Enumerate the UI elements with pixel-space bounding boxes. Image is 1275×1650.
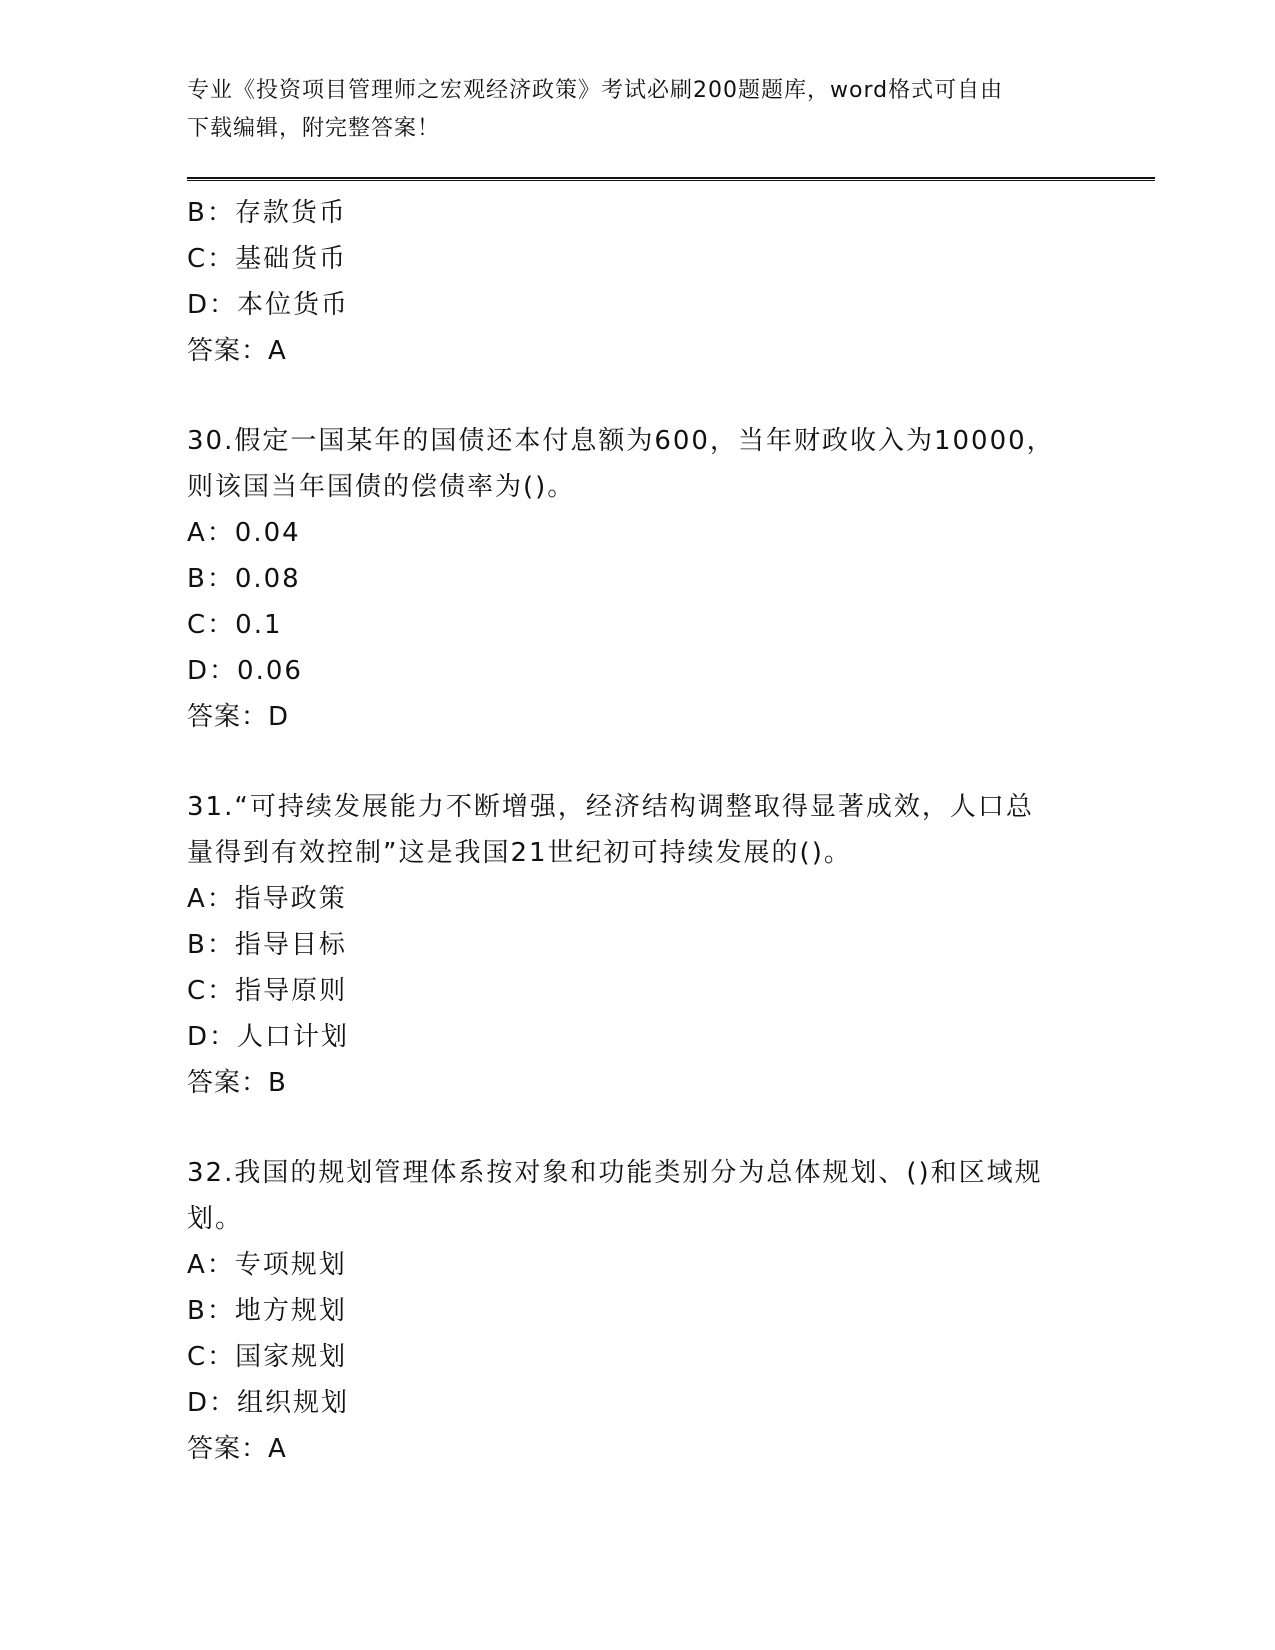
question-stem: 31.“可持续发展能力不断增强，经济结构调整取得显著成效，人口总: [187, 792, 1034, 822]
document-header: [187, 72, 1067, 148]
answer-line: 答案：A: [187, 336, 287, 366]
option-d: D：人口计划: [187, 1022, 350, 1052]
question-stem: 则该国当年国债的偿债率为()。: [187, 472, 576, 502]
option-c: C：指导原则: [187, 976, 348, 1006]
option-b: B：存款货币: [187, 198, 347, 228]
header-divider: [187, 177, 1155, 181]
question-31: [187, 784, 1087, 1106]
option-b: B：指导目标: [187, 930, 347, 960]
option-c: C：基础货币: [187, 244, 348, 274]
option-d: D：0.06: [187, 656, 303, 686]
option-c: C：国家规划: [187, 1342, 348, 1372]
option-d: D：本位货币: [187, 290, 350, 320]
question-stem: 30.假定一国某年的国债还本付息额为600，当年财政收入为10000，: [187, 426, 1055, 456]
option-d: D：组织规划: [187, 1388, 350, 1418]
option-b: B：地方规划: [187, 1296, 347, 1326]
question-stem: 32.我国的规划管理体系按对象和功能类别分为总体规划、()和区域规: [187, 1158, 1043, 1188]
option-a: A：专项规划: [187, 1250, 347, 1280]
question-list: [187, 190, 1087, 1472]
header-line-2: 下载编辑，附完整答案！: [187, 116, 441, 141]
previous-question-tail: [187, 190, 1087, 374]
header-line-1: 专业《投资项目管理师之宏观经济政策》考试必刷200题题库，word格式可自由: [187, 78, 1004, 103]
option-b: B：0.08: [187, 564, 301, 594]
answer-line: 答案：B: [187, 1068, 287, 1098]
option-a: A：指导政策: [187, 884, 347, 914]
question-stem: 量得到有效控制”这是我国21世纪初可持续发展的()。: [187, 838, 852, 868]
option-c: C：0.1: [187, 610, 283, 640]
answer-line: 答案：A: [187, 1434, 287, 1464]
question-32: [187, 1150, 1087, 1472]
answer-line: 答案：D: [187, 702, 290, 732]
question-stem: 划。: [187, 1204, 244, 1234]
question-30: [187, 418, 1087, 740]
option-a: A：0.04: [187, 518, 301, 548]
